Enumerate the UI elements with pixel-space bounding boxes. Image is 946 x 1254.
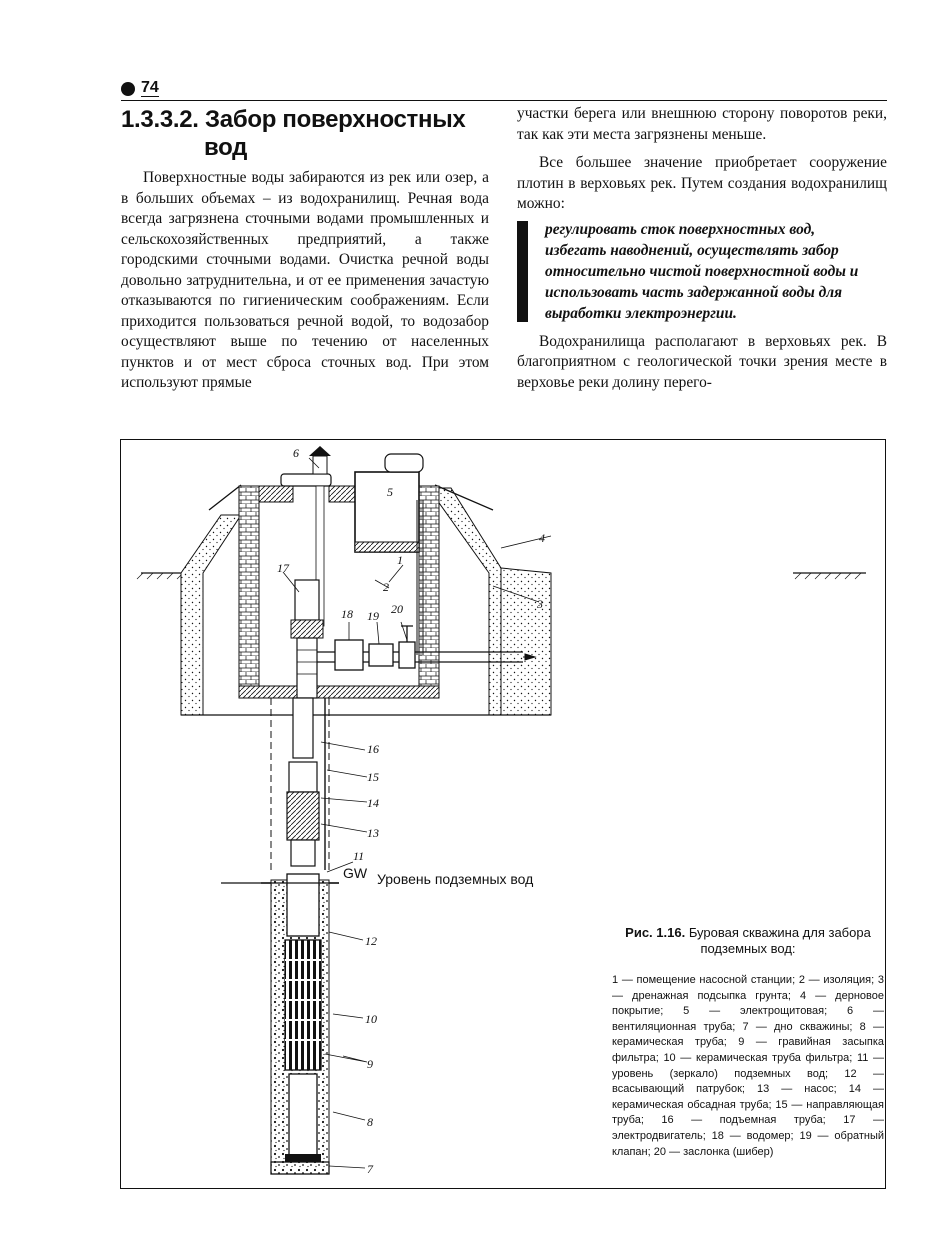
label-14: 14	[367, 796, 379, 810]
caption-title	[612, 925, 884, 957]
label-16: 16	[367, 742, 379, 756]
figure-caption	[612, 925, 884, 1160]
section-heading-line1: 1.3.3.2. Забор поверхностных	[121, 106, 466, 133]
label-5: 5	[387, 485, 393, 499]
gw-mark: GW	[343, 865, 368, 881]
label-13: 13	[367, 826, 379, 840]
section-heading-line2: вод	[204, 134, 248, 161]
page-number	[121, 80, 159, 97]
header-rule	[121, 100, 887, 101]
label-19: 19	[367, 609, 379, 623]
label-11: 11	[353, 849, 365, 863]
right-paragraph-3: Водохранилища располагают в верховьях рек. В благоприятном с геологической точки зрения месте в верховье реки долину перего-	[517, 332, 887, 391]
right-paragraph-2: Все большее значение приобретает сооружение плотин в верховьях рек. Путем создания водохранилищ можно:	[517, 154, 887, 212]
callout-text: регулировать сток поверхностных вод, избегать наводнений, осуществлять забор относительно чистой поверхностной воды и использовать часть задержанной воды для выработки электроэнергии.	[545, 220, 859, 322]
section-heading	[121, 106, 501, 162]
label-18: 18	[341, 607, 353, 621]
label-17: 17	[277, 561, 289, 575]
label-7: 7	[367, 1162, 373, 1176]
label-1: 1	[397, 553, 403, 567]
label-2: 2	[383, 580, 389, 594]
caption-legend: 1 — помещение насосной станции; 2 — изоляция; 3 — дренажная подсыпка грунта; 4 — дерновое покрытие; 5 — электрощитовая; 6 — вентиляционная труба; 7 — дно скважины; 8 — керамическая труба; 9 — гравийная засыпка фильтра; 10 — керамическая труба фильтра; 11 — уровень (зеркало) подземных вод; 12 — всасывающий патрубок; 13 — насос; 14 — керамическая обсадная труба; 15 — направляющая труба; 16 — подъемная труба; 17 — электродвигатель; 18 — водомер; 19 — обратный клапан; 20 — заслонка (шибер)	[612, 974, 884, 1158]
label-20: 20	[391, 602, 403, 616]
caption-prefix: Рис. 1.16.	[625, 925, 686, 940]
label-8: 8	[367, 1115, 373, 1129]
gw-label: Уровень подземных вод	[377, 871, 534, 887]
caption-title-text: Буровая скважина для забора подземных вод:	[688, 925, 871, 956]
label-12: 12	[365, 934, 377, 948]
right-column	[517, 104, 887, 393]
callout	[517, 219, 887, 324]
callout-bar	[517, 221, 528, 322]
label-15: 15	[367, 770, 379, 784]
label-4: 4	[539, 531, 545, 545]
left-paragraph: Поверхностные воды забираются из рек или озер, а в больших объемах – из водохранилищ. Речная вода всегда загрязнена сточными водами промышленных и сельскохозяйственных предприятий, а также городскими сточными водами. Очистка речной воды довольно затруднительна, и от ее применения зачастую отказываются по гигиеническим соображениям. Если приходится пользоваться речной водой, то водозабор осуществляют выше по течению от населенных пунктов и от мест сброса сточных вод. При этом используют прямые	[121, 169, 489, 391]
label-9: 9	[367, 1057, 373, 1071]
right-continuation: участки берега или внешнюю сторону поворотов реки, так как эти места загрязнены меньше.	[517, 105, 887, 143]
label-10: 10	[365, 1012, 377, 1026]
page-number-value: 74	[141, 79, 159, 96]
left-column	[121, 168, 489, 394]
label-3: 3	[537, 597, 543, 611]
page-marker-icon	[121, 82, 135, 96]
label-6: 6	[293, 446, 299, 460]
